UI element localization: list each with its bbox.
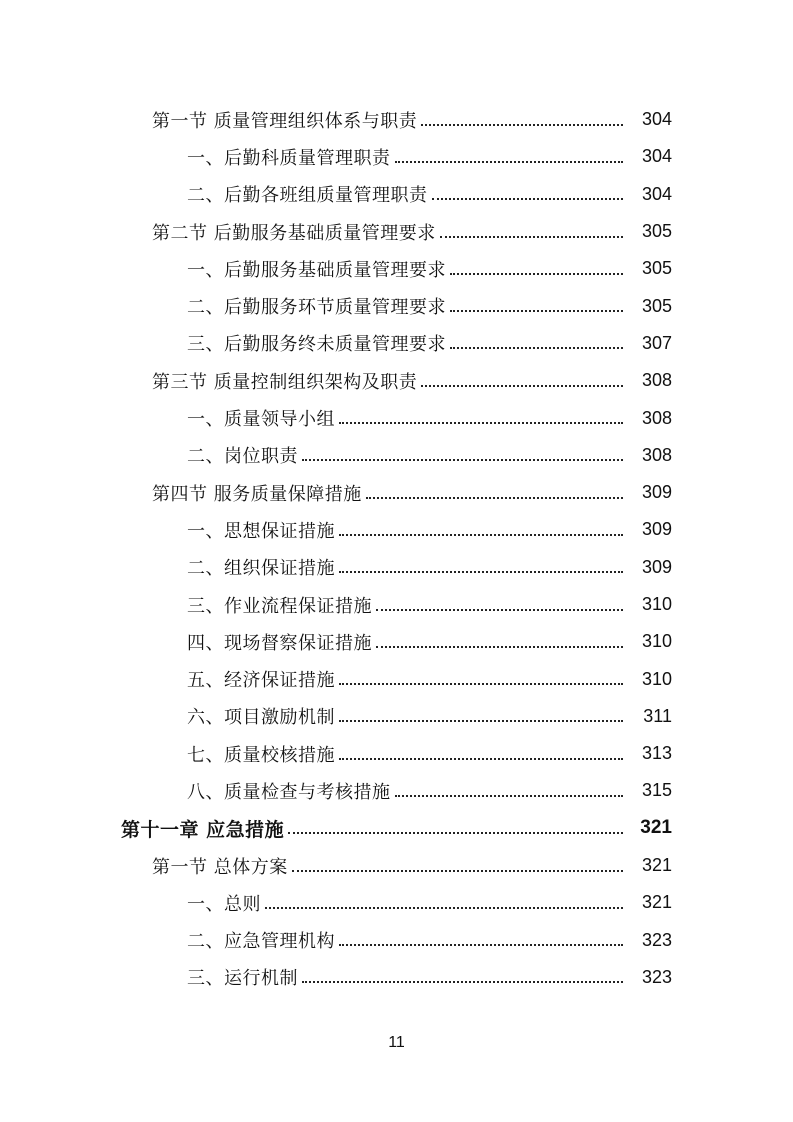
toc-entry-page: 321 bbox=[641, 892, 672, 913]
toc-entry-title: 一、总则 bbox=[187, 893, 261, 915]
toc-entry-page: 307 bbox=[641, 332, 672, 353]
toc-entry[interactable] bbox=[0, 213, 793, 250]
toc-entry-title: 三、后勤服务终未质量管理要求 bbox=[187, 334, 446, 356]
toc-dot-leader bbox=[440, 218, 623, 238]
toc-dot-leader bbox=[395, 777, 624, 797]
toc-entry-title: 二、组织保证措施 bbox=[187, 558, 335, 580]
toc-entry-page: 305 bbox=[641, 258, 672, 279]
toc-entry-title: 第十一章 应急措施 bbox=[121, 818, 285, 841]
toc-entry[interactable] bbox=[0, 325, 793, 362]
toc-entry[interactable] bbox=[0, 586, 793, 623]
toc-entry-page: 305 bbox=[641, 221, 672, 242]
toc-entry-page: 308 bbox=[641, 444, 672, 465]
toc-entry[interactable] bbox=[0, 847, 793, 884]
toc-dot-leader bbox=[450, 292, 623, 312]
toc-entry-title: 八、质量检查与考核措施 bbox=[187, 781, 391, 803]
toc-dot-leader bbox=[450, 329, 623, 349]
toc-entry[interactable] bbox=[0, 138, 793, 175]
toc-entry-title: 二、应急管理机构 bbox=[187, 931, 335, 953]
toc-entry[interactable] bbox=[0, 959, 793, 996]
toc-entry-title: 二、岗位职责 bbox=[187, 446, 298, 468]
toc-entry-page: 304 bbox=[641, 146, 672, 167]
toc-dot-leader bbox=[339, 665, 623, 685]
toc-entry-page: 321 bbox=[641, 855, 672, 876]
toc-entry-title: 第三节 质量控制组织架构及职责 bbox=[152, 371, 418, 393]
toc-dot-leader bbox=[292, 852, 623, 872]
toc-entry-title: 一、后勤科质量管理职责 bbox=[187, 147, 391, 169]
toc-entry-title: 五、经济保证措施 bbox=[187, 670, 335, 692]
toc-entry[interactable] bbox=[0, 250, 793, 287]
toc-entry-title: 第四节 服务质量保障措施 bbox=[152, 483, 362, 505]
toc-entry[interactable] bbox=[0, 287, 793, 324]
toc-entry-title: 六、项目激励机制 bbox=[187, 707, 335, 729]
toc-dot-leader bbox=[366, 479, 623, 499]
toc-entry-page: 308 bbox=[641, 407, 672, 428]
toc-entry[interactable] bbox=[0, 922, 793, 959]
toc-entry-title: 第二节 后勤服务基础质量管理要求 bbox=[152, 222, 436, 244]
toc-dot-leader bbox=[450, 255, 623, 275]
toc-entry[interactable] bbox=[0, 810, 793, 847]
toc-entry[interactable] bbox=[0, 735, 793, 772]
toc-entry-title: 二、后勤各班组质量管理职责 bbox=[187, 185, 428, 207]
toc-dot-leader bbox=[265, 889, 623, 909]
toc-entry-page: 304 bbox=[641, 183, 672, 204]
toc-entry[interactable] bbox=[0, 623, 793, 660]
toc-dot-leader bbox=[376, 628, 623, 648]
toc-entry[interactable] bbox=[0, 698, 793, 735]
toc-entry-title: 第一节 质量管理组织体系与职责 bbox=[152, 110, 418, 132]
toc-entry-page: 305 bbox=[641, 295, 672, 316]
toc-entry-page: 309 bbox=[641, 482, 672, 503]
toc-entry-title: 三、作业流程保证措施 bbox=[187, 595, 372, 617]
toc-entry-page: 315 bbox=[641, 780, 672, 801]
toc-entry-title: 一、后勤服务基础质量管理要求 bbox=[187, 259, 446, 281]
toc-entry[interactable] bbox=[0, 101, 793, 138]
toc-dot-leader bbox=[339, 516, 623, 536]
page-number: 11 bbox=[388, 1034, 405, 1051]
toc-entry[interactable] bbox=[0, 474, 793, 511]
toc-dot-leader bbox=[339, 926, 623, 946]
toc-entry-page: 310 bbox=[641, 668, 672, 689]
toc-entry-page: 313 bbox=[641, 743, 672, 764]
toc-entry-page: 309 bbox=[641, 519, 672, 540]
toc-entry-page: 304 bbox=[641, 109, 672, 130]
toc-dot-leader bbox=[339, 404, 623, 424]
toc-entry[interactable] bbox=[0, 772, 793, 809]
toc-entry-title: 二、后勤服务环节质量管理要求 bbox=[187, 297, 446, 319]
toc-dot-leader bbox=[288, 814, 623, 834]
toc-dot-leader bbox=[302, 441, 623, 461]
toc-entry[interactable] bbox=[0, 660, 793, 697]
toc-entry-page: 310 bbox=[641, 631, 672, 652]
toc-dot-leader bbox=[395, 143, 624, 163]
toc-entry[interactable] bbox=[0, 176, 793, 213]
toc-entry-page: 323 bbox=[641, 966, 672, 987]
toc-dot-leader bbox=[421, 367, 623, 387]
toc-entry-title: 第一节 总体方案 bbox=[152, 856, 288, 878]
toc-entry-page: 323 bbox=[641, 929, 672, 950]
toc-dot-leader bbox=[339, 740, 623, 760]
toc-dot-leader bbox=[376, 591, 623, 611]
toc-entry[interactable] bbox=[0, 362, 793, 399]
table-of-contents bbox=[0, 101, 793, 996]
toc-dot-leader bbox=[302, 963, 623, 983]
toc-entry-page: 321 bbox=[640, 817, 672, 839]
toc-dot-leader bbox=[339, 553, 623, 573]
toc-dot-leader bbox=[421, 106, 623, 126]
toc-dot-leader bbox=[339, 702, 623, 722]
toc-entry-page: 308 bbox=[641, 370, 672, 391]
toc-entry-title: 一、质量领导小组 bbox=[187, 409, 335, 431]
toc-entry[interactable] bbox=[0, 399, 793, 436]
toc-entry-page: 310 bbox=[641, 594, 672, 614]
toc-dot-leader bbox=[432, 180, 624, 200]
toc-entry-title: 四、现场督察保证措施 bbox=[187, 632, 372, 654]
toc-entry-page: 311 bbox=[643, 705, 672, 726]
toc-entry[interactable] bbox=[0, 884, 793, 921]
toc-entry-title: 七、质量校核措施 bbox=[187, 744, 335, 766]
toc-entry-title: 一、思想保证措施 bbox=[187, 520, 335, 542]
toc-entry[interactable] bbox=[0, 437, 793, 474]
toc-entry-page: 309 bbox=[641, 556, 672, 577]
toc-entry[interactable] bbox=[0, 511, 793, 548]
toc-entry-title: 三、运行机制 bbox=[187, 968, 298, 990]
toc-entry[interactable] bbox=[0, 549, 793, 586]
